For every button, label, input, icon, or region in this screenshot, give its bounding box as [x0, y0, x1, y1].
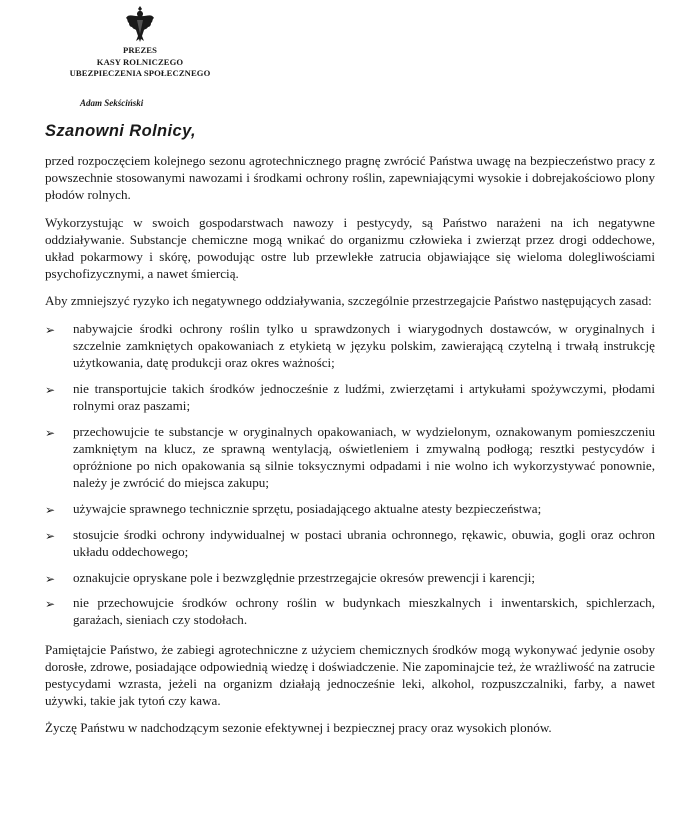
list-item [45, 526, 655, 560]
arrow-bullet-icon: ➢ [45, 382, 56, 397]
org-title-line: UBEZPIECZENIA SPOŁECZNEGO [69, 68, 211, 78]
list-item [45, 423, 655, 492]
exposure-paragraph: Wykorzystując w swoich gospodarstwach nawozy i pestycydy, są Państwo narażeni na ich negatywne oddziaływanie. Substancje chemiczne mogą wnikać do organizmu człowieka i zwierząt przez drogi oddechowe, układ pokarmowy i skórę, powodując ostre lub przewlekłe zatrucia objawiające się wieloma dolegliwościami psychofizycznymi, a nawet śmiercią. [45, 214, 655, 282]
arrow-bullet-icon: ➢ [45, 502, 56, 517]
org-title-line: PREZES [122, 45, 158, 55]
letter-greeting: Szanowni Rolnicy, [45, 122, 197, 140]
rule-text: używajcie sprawnego technicznie sprzętu, posiadającego aktualne atesty bezpieczeństwa; [73, 500, 542, 516]
arrow-bullet-icon: ➢ [45, 597, 56, 612]
list-item [45, 500, 655, 517]
arrow-bullet-icon: ➢ [45, 322, 56, 337]
arrow-bullet-icon: ➢ [45, 528, 56, 543]
org-title-line: KASY ROLNICZEGO [96, 56, 184, 67]
list-item [45, 380, 655, 414]
reminder-paragraph: Pamiętajcie Państwo, że zabiegi agrotechniczne z użyciem chemicznych środków mogą wykonywać jedynie osoby dorosłe, zdrowe, posiadające odpowiednią wiedzę i doświadczenie. Nie zapominajcie też, że wrażliwość na zatrucie pestycydami wzrasta, jeżeli na organizm działają jednocześnie leki, alkohol, rozpuszczalniki, farby, a nawet używki, takie jak tytoń czy kawa. [45, 641, 655, 709]
letter-body [45, 152, 655, 747]
arrow-bullet-icon: ➢ [45, 425, 56, 440]
arrow-bullet-icon: ➢ [45, 571, 56, 586]
rule-text: przechowujcie te substancje w oryginalnych opakowaniach, w wydzielonym, oznakowanym pomieszczeniu zamkniętym na klucz, ze sprawną wentylacją, oświetleniem i zmywalną podłogą; resztki pestycydów i opróżnione po nich opakowania są silnie toksycznymi odpadami i nie wolno ich wykorzystywać ponownie, należy je zwrócić do miejsca zakupu; [73, 423, 655, 491]
closing-paragraph: Życzę Państwu w nadchodzącym sezonie efektywnej i bezpiecznej pracy oraz wysokich plonów. [45, 720, 552, 736]
eagle-emblem-icon [125, 4, 155, 44]
list-item [45, 594, 655, 628]
signer-name: Adam Sekściński [80, 98, 144, 108]
list-item [45, 569, 655, 586]
rule-text: nie transportujcie takich środków jednocześnie z ludźmi, zwierzętami i artykułami spożywczymi, płodami rolnymi oraz paszami; [73, 380, 655, 413]
rules-list [45, 320, 655, 629]
list-item [45, 320, 655, 372]
rule-text: stosujcie środki ochrony indywidualnej w postaci ubrania ochronnego, rękawic, obuwia, gogli oraz ochron układu oddechowego; [73, 526, 655, 559]
rule-text: oznakujcie opryskane pole i bezwzględnie przestrzegajcie okresów prewencji i karencji; [73, 569, 536, 585]
rule-text: nie przechowujcie środków ochrony roślin w budynkach mieszkalnych i inwentarskich, spichlerzach, garażach, sieniach czy stodołach. [73, 595, 655, 628]
letterhead [40, 0, 240, 79]
rules-intro-paragraph: Aby zmniejszyć ryzyko ich negatywnego oddziaływania, szczególnie przestrzegajcie Państwo następujących zasad: [45, 293, 652, 309]
rule-text: nabywajcie środki ochrony roślin tylko u sprawdzonych i wiarygodnych dostawców, w oryginalnych i szczelnie zamkniętych opakowaniach z etykietą w języku polskim, zawierającą czytelną i trwałą instrukcję użytkowania, datę produkcji oraz okres ważności; [73, 320, 655, 371]
intro-paragraph: przed rozpoczęciem kolejnego sezonu agrotechnicznego pragnę zwrócić Państwa uwagę na bezpieczeństwo pracy z powszechnie stosowanymi nawozami i środkami ochrony roślin, zapewniającymi wysokie i dobrejakościowo plony płodów rolnych. [45, 153, 655, 203]
